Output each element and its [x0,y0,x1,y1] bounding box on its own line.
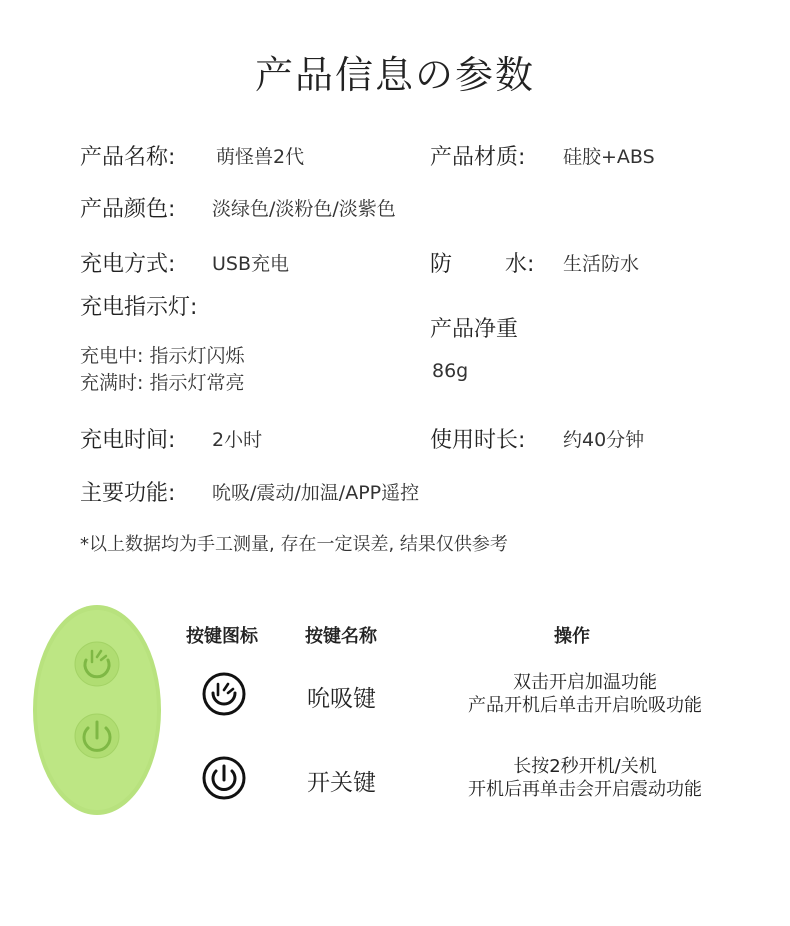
key-row-1-op [435,671,735,717]
spec-weight-value: 86g [432,360,469,382]
page-title: 产品信息の参数 [254,53,535,97]
spec-use-time-value: 约40分钟 [563,429,645,451]
spec-water-label-b: 水: [505,252,535,277]
spec-charge-value: USB充电 [212,253,290,275]
device-power-icon [84,728,110,750]
spec-functions-label: 主要功能: [80,481,176,506]
key-row-1-op-line2: 产品开机后单击开启吮吸功能 [468,695,702,716]
device-suction-button [75,642,119,686]
device-power-button [75,714,119,758]
spec-indicator-line2: 充满时: 指示灯常亮 [80,372,245,394]
spec-name-value: 萌怪兽2代 [216,146,305,168]
spec-charge-label: 充电方式: [80,252,176,277]
keys-header-op: 操作 [554,626,590,647]
key-row-2-op-line1: 长按2秒开机/关机 [513,756,657,777]
spec-indicator-label: 充电指示灯: [80,295,198,320]
spec-charge-time-value: 2小时 [212,429,263,451]
spec-material-label: 产品材质: [430,145,526,170]
spec-weight-label: 产品净重 [430,317,519,342]
spec-name-label: 产品名称: [80,145,176,170]
keys-header-name: 按键名称 [305,626,377,647]
suction-icon [201,671,247,717]
spec-color-value: 淡绿色/淡粉色/淡紫色 [212,198,396,220]
spec-material-value: 硅胶+ABS [563,146,655,168]
device-suction-icon [85,660,109,677]
spec-charge-time-label: 充电时间: [80,428,176,453]
spec-functions-value: 吮吸/震动/加温/APP遥控 [212,482,420,504]
spec-use-time-label: 使用时长: [430,428,526,453]
device-body [33,605,161,815]
keys-header-icon: 按键图标 [186,626,258,647]
spec-water-value: 生活防水 [563,253,640,275]
device-body-highlight [37,610,157,810]
key-row-2-op [435,755,735,801]
key-row-1-name: 吮吸键 [307,686,376,712]
power-icon [201,755,247,801]
key-row-2-op-line2: 开机后再单击会开启震动功能 [468,779,702,800]
key-row-2-name: 开关键 [307,770,376,796]
key-row-1-op-line1: 双击开启加温功能 [513,672,657,693]
disclaimer-note: *以上数据均为手工测量, 存在一定误差, 结果仅供参考 [80,534,508,555]
spec-color-label: 产品颜色: [80,197,176,222]
spec-water-label-a: 防 [430,252,453,277]
spec-indicator-line1: 充电中: 指示灯闪烁 [80,345,245,367]
